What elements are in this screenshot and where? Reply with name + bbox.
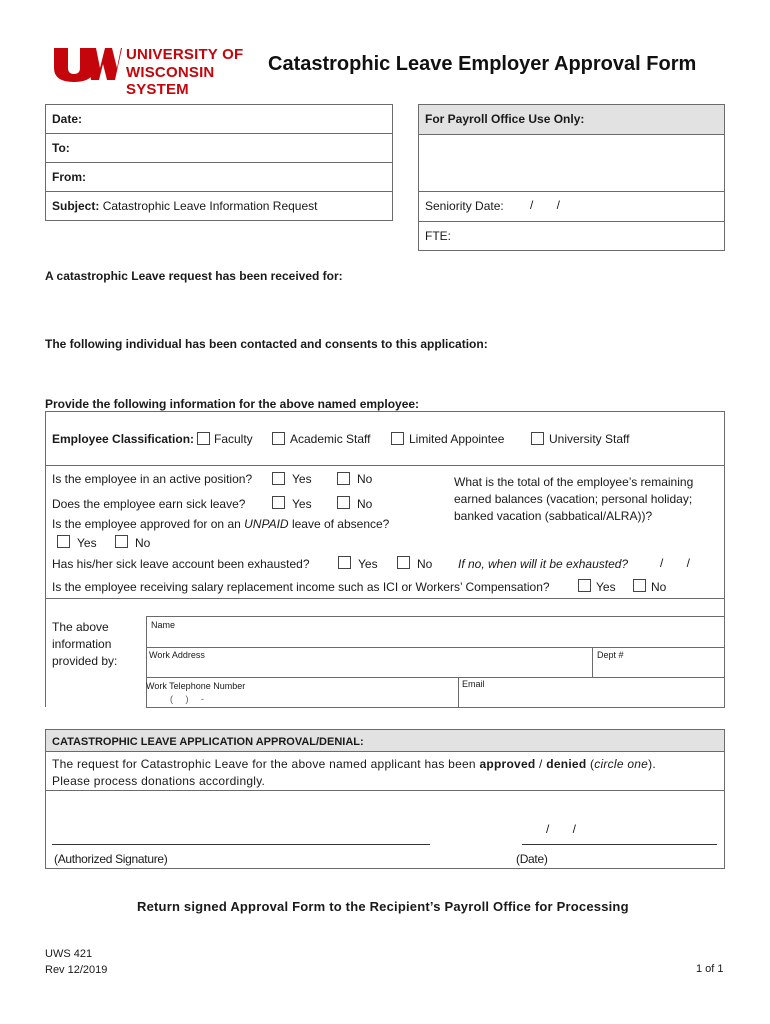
salary-yes-label: Yes <box>596 580 616 594</box>
exhausted-no-label: No <box>417 557 433 571</box>
active-yes-label: Yes <box>292 472 312 486</box>
email-label: Email <box>462 679 485 689</box>
active-position-question: Is the employee in an active position? <box>52 472 253 486</box>
memo-from-label: From: <box>52 170 86 184</box>
academic-staff-label: Academic Staff <box>290 432 371 446</box>
name-field[interactable] <box>147 632 723 646</box>
university-staff-label: University Staff <box>549 432 630 446</box>
name-field-label: Name <box>151 620 176 630</box>
balances-question: What is the total of the employee’s remaining earned balances (vacation; personal holiday; banked vacation (sabbatical/ALRA))? <box>454 475 694 523</box>
faculty-label: Faculty <box>214 432 253 446</box>
logo-line1: UNIVERSITY OF <box>126 46 244 63</box>
signature-caption: (Authorized Signature) <box>54 852 168 866</box>
classification-label: Employee Classification: <box>52 432 195 446</box>
dept-label: Dept # <box>597 650 624 660</box>
active-yes-checkbox[interactable] <box>272 472 285 485</box>
exhausted-no-checkbox[interactable] <box>397 556 410 569</box>
work-address-field[interactable] <box>147 662 591 676</box>
approval-header: CATASTROPHIC LEAVE APPLICATION APPROVAL/DENIAL: <box>52 736 364 748</box>
date-slashes: / / <box>546 822 577 836</box>
limited-appointee-label: Limited Appointee <box>409 432 505 446</box>
consent-heading: The following individual has been contacted and consents to this application: <box>45 337 488 351</box>
limited-appointee-checkbox[interactable] <box>391 432 404 445</box>
date-caption: (Date) <box>516 852 548 866</box>
received-heading: A catastrophic Leave request has been received for: <box>45 269 343 283</box>
provide-heading: Provide the following information for the above named employee: <box>45 397 420 411</box>
salary-replacement-question: Is the employee receiving salary replacement income such as ICI or Workers’ Compensation? <box>52 580 550 594</box>
denied-option[interactable]: denied <box>546 757 587 771</box>
signature-line[interactable] <box>52 844 430 845</box>
seniority-date-label: Seniority Date: <box>425 199 504 213</box>
university-staff-checkbox[interactable] <box>531 432 544 445</box>
work-phone-label: Work Telephone Number <box>146 681 246 691</box>
uw-logo <box>52 46 252 98</box>
salary-yes-checkbox[interactable] <box>578 579 591 592</box>
form-revision: Rev 12/2019 <box>45 964 108 976</box>
unpaid-yes-label: Yes <box>77 536 97 550</box>
exhausted-followup: If no, when will it be exhausted? <box>458 557 629 571</box>
work-phone-field[interactable]: ( ) - <box>170 694 204 704</box>
date-line[interactable] <box>522 844 717 845</box>
salary-no-label: No <box>651 580 667 594</box>
active-no-checkbox[interactable] <box>337 472 350 485</box>
provider-label: The above information provided by: <box>52 620 118 668</box>
unpaid-no-checkbox[interactable] <box>115 535 128 548</box>
approval-text-line1: The request for Catastrophic Leave for the above named applicant has been approved / denied (circle one). <box>52 757 656 771</box>
unpaid-q-post: leave of absence? <box>291 517 390 531</box>
circle-one-note: circle one <box>594 757 649 771</box>
memo-to-label: To: <box>52 141 70 155</box>
uw-logo-mark-icon <box>52 46 122 82</box>
seniority-date-slashes: / / <box>530 198 561 212</box>
unpaid-leave-question <box>52 517 389 531</box>
logo-line2: WISCONSIN SYSTEM <box>126 64 215 98</box>
exhausted-date-slashes: / / <box>660 556 691 570</box>
sick-no-label: No <box>357 497 373 511</box>
sick-yes-label: Yes <box>292 497 312 511</box>
sick-yes-checkbox[interactable] <box>272 496 285 509</box>
approved-option[interactable]: approved <box>479 757 536 771</box>
approval-sep: / <box>539 757 543 771</box>
memo-subject-value: Catastrophic Leave Information Request <box>102 199 318 213</box>
unpaid-no-label: No <box>135 536 151 550</box>
email-field[interactable] <box>459 691 723 706</box>
sick-leave-question: Does the employee earn sick leave? <box>52 497 246 511</box>
form-id: UWS 421 <box>45 948 93 960</box>
return-instruction: Return signed Approval Form to the Recipient’s Payroll Office for Processing <box>137 899 629 914</box>
fte-label: FTE: <box>425 229 451 243</box>
faculty-checkbox[interactable] <box>197 432 210 445</box>
exhausted-question: Has his/her sick leave account been exhausted? <box>52 557 310 571</box>
work-address-label: Work Address <box>149 650 205 660</box>
unpaid-q-pre: Is the employee approved for on an <box>52 517 241 531</box>
academic-staff-checkbox[interactable] <box>272 432 285 445</box>
memo-date-label: Date: <box>52 112 83 126</box>
active-no-label: No <box>357 472 373 486</box>
approval-text-pre: The request for Catastrophic Leave for the above named applicant has been <box>52 757 476 771</box>
payroll-header: For Payroll Office Use Only: <box>425 112 585 126</box>
page-title: Catastrophic Leave Employer Approval Form <box>268 53 697 75</box>
exhausted-yes-checkbox[interactable] <box>338 556 351 569</box>
dept-field[interactable] <box>593 662 723 676</box>
page-number: 1 of 1 <box>696 963 724 975</box>
sick-no-checkbox[interactable] <box>337 496 350 509</box>
unpaid-yes-checkbox[interactable] <box>57 535 70 548</box>
memo-subject-label: Subject: <box>52 199 100 213</box>
approval-text-line2: Please process donations accordingly. <box>52 774 266 788</box>
salary-no-checkbox[interactable] <box>633 579 646 592</box>
unpaid-q-em: UNPAID <box>244 517 289 531</box>
exhausted-yes-label: Yes <box>358 557 378 571</box>
memo-subject <box>52 199 317 213</box>
